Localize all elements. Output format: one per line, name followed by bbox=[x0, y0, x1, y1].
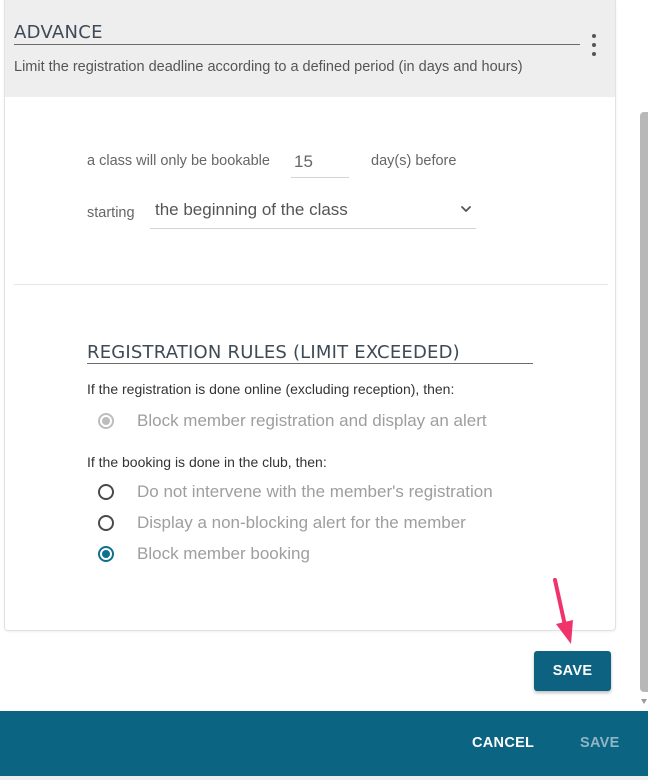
rules-title: REGISTRATION RULES (LIMIT EXCEEDED) bbox=[87, 342, 460, 363]
footer-bar bbox=[0, 711, 648, 780]
online-block-radio bbox=[98, 413, 114, 429]
annotation-arrow-icon bbox=[546, 574, 576, 650]
online-block-label: Block member registration and display an alert bbox=[137, 411, 487, 430]
club-option-label-1[interactable]: Display a non-blocking alert for the member bbox=[137, 513, 466, 532]
starting-select-value: the beginning of the class bbox=[155, 200, 348, 219]
rules-underline bbox=[87, 363, 533, 364]
scroll-down-arrow-icon[interactable] bbox=[640, 697, 648, 705]
club-option-radio-1[interactable] bbox=[98, 515, 114, 531]
club-option-radio-0[interactable] bbox=[98, 484, 114, 500]
club-question: If the booking is done in the club, then: bbox=[87, 454, 327, 470]
bookable-label: a class will only be bookable bbox=[87, 153, 270, 169]
more-options-icon[interactable] bbox=[588, 34, 600, 56]
online-question: If the registration is done online (excluding reception), then: bbox=[87, 381, 455, 397]
days-suffix-label: day(s) before bbox=[371, 153, 457, 169]
starting-select[interactable] bbox=[150, 193, 476, 229]
title-underline bbox=[14, 44, 580, 45]
footer-save-button[interactable]: SAVE bbox=[580, 735, 620, 751]
section-title: ADVANCE bbox=[14, 22, 103, 43]
save-button[interactable]: SAVE bbox=[534, 651, 611, 691]
settings-card bbox=[4, 0, 616, 631]
footer-cancel-button[interactable]: CANCEL bbox=[472, 735, 535, 751]
section-header bbox=[5, 0, 615, 97]
chevron-down-icon bbox=[460, 203, 472, 215]
club-option-label-0[interactable]: Do not intervene with the member's registration bbox=[137, 482, 493, 501]
days-input[interactable] bbox=[291, 146, 349, 178]
starting-label: starting bbox=[87, 205, 135, 221]
club-option-label-2[interactable]: Block member booking bbox=[137, 544, 310, 563]
section-divider bbox=[14, 284, 608, 285]
club-option-radio-2[interactable] bbox=[98, 546, 114, 562]
section-description: Limit the registration deadline according to a defined period (in days and hours) bbox=[14, 59, 523, 75]
footer-bottom-edge bbox=[0, 776, 648, 780]
scrollbar-thumb[interactable] bbox=[640, 112, 648, 692]
